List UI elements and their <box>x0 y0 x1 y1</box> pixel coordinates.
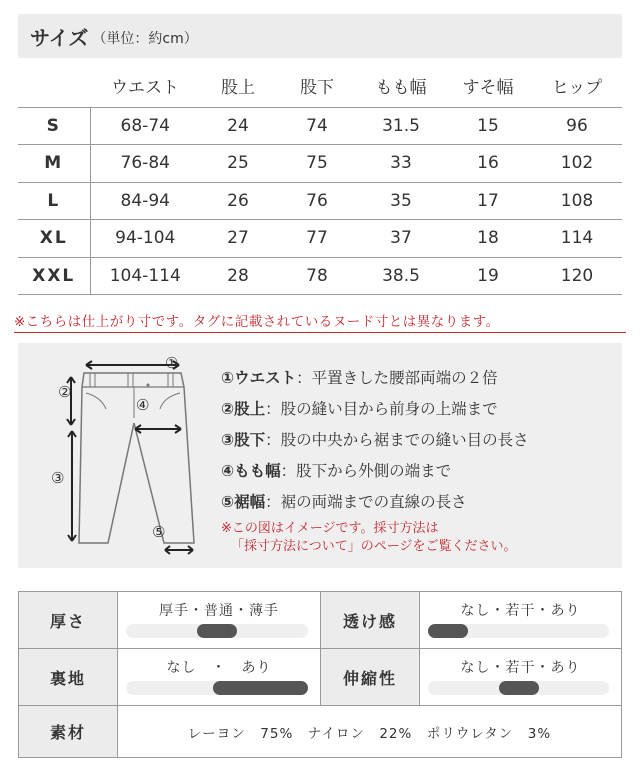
definition-number: ③ <box>221 431 235 449</box>
column-header <box>18 65 90 107</box>
definition-number: ⑤ <box>221 493 235 511</box>
table-cell: 78 <box>276 257 358 295</box>
table-cell: 35 <box>358 182 444 220</box>
attr-label-lining: 裏地 <box>19 649 118 706</box>
table-cell: 120 <box>532 257 622 295</box>
definition-term: 股下 <box>234 431 266 449</box>
table-row <box>18 145 622 183</box>
definition-term: 股上 <box>234 400 266 418</box>
measurement-definitions <box>221 363 529 556</box>
level-indicator <box>197 624 237 638</box>
column-header: 股上 <box>221 78 255 99</box>
size-table-header-row <box>18 65 622 107</box>
table-row <box>18 220 622 258</box>
level-track <box>126 624 308 638</box>
size-label: XXL <box>18 257 90 295</box>
table-cell: 74 <box>276 107 358 145</box>
level-track <box>428 624 609 638</box>
table-cell: 26 <box>200 182 276 220</box>
marker-4: ④ <box>136 396 150 414</box>
column-header: 股下 <box>300 78 334 99</box>
definition-number: ② <box>221 400 235 418</box>
attr-label-material: 素材 <box>19 706 118 758</box>
table-cell: 38.5 <box>358 257 444 295</box>
level-indicator <box>499 681 539 695</box>
fabric-attributes-table <box>18 591 622 758</box>
size-label: M <box>18 145 90 183</box>
table-cell: 27 <box>200 220 276 258</box>
size-label: S <box>18 107 90 145</box>
attr-label-transparency: 透け感 <box>321 592 420 649</box>
level-indicator <box>213 681 308 695</box>
definition-desc: ：股下から外側の端まで <box>280 462 452 480</box>
table-cell: 18 <box>444 220 532 258</box>
table-row <box>18 182 622 220</box>
marker-5: ⑤ <box>152 523 166 541</box>
column-header: ヒップ <box>551 78 603 99</box>
attr-stretch <box>420 649 622 706</box>
level-track <box>428 681 609 695</box>
attr-material-value: レーヨン 75% ナイロン 22% ポリウレタン 3% <box>118 706 622 758</box>
table-cell: 84-94 <box>90 182 200 220</box>
table-cell: 75 <box>276 145 358 183</box>
attr-thickness <box>118 592 321 649</box>
note-underline <box>14 332 626 333</box>
table-cell: 31.5 <box>358 107 444 145</box>
measurement-diagram-panel <box>18 343 622 568</box>
diagram-note-line1: ※この図はイメージです。採寸方法は <box>221 521 439 536</box>
attr-label-thickness: 厚さ <box>19 592 118 649</box>
level-track <box>126 681 308 695</box>
table-cell: 114 <box>532 220 622 258</box>
marker-2: ② <box>58 383 72 401</box>
table-cell: 17 <box>444 182 532 220</box>
attr-label-stretch: 伸縮性 <box>321 649 420 706</box>
size-label: L <box>18 182 90 220</box>
definition-inseam <box>221 425 529 456</box>
definition-term: ウエスト <box>234 369 297 387</box>
table-cell: 94-104 <box>90 220 200 258</box>
finished-size-note: ※こちらは仕上がり寸です。タグに記載されているヌード寸とは異なります。 <box>14 314 500 330</box>
table-row <box>19 706 622 758</box>
column-header: すそ幅 <box>462 78 514 99</box>
table-cell: 33 <box>358 145 444 183</box>
table-cell: 19 <box>444 257 532 295</box>
table-row <box>18 107 622 145</box>
table-cell: 96 <box>532 107 622 145</box>
definition-desc: ：股の中央から裾までの縫い目の長さ <box>265 431 529 449</box>
pants-diagram-icon <box>46 353 221 558</box>
table-cell: 77 <box>276 220 358 258</box>
table-cell: 76-84 <box>90 145 200 183</box>
level-indicator <box>428 624 468 638</box>
table-cell: 104-114 <box>90 257 200 295</box>
table-cell: 108 <box>532 182 622 220</box>
table-cell: 76 <box>276 182 358 220</box>
table-cell: 28 <box>200 257 276 295</box>
attr-options: なし・若干・あり <box>460 603 581 619</box>
definition-term: もも幅 <box>234 462 281 480</box>
definition-rise <box>221 394 529 425</box>
attr-lining <box>118 649 321 706</box>
definition-hem <box>221 487 529 518</box>
size-table <box>18 65 622 295</box>
table-row <box>18 257 622 295</box>
attr-transparency <box>420 592 622 649</box>
marker-1: ① <box>165 354 179 372</box>
table-cell: 37 <box>358 220 444 258</box>
definition-desc: ：平置きした腰部両端の２倍 <box>296 369 498 387</box>
definition-number: ① <box>221 369 235 387</box>
table-cell: 24 <box>200 107 276 145</box>
diagram-note-line2: 「採寸方法について」のページをご覧ください。 <box>231 539 517 554</box>
size-header <box>18 14 622 58</box>
column-header: ウエスト <box>111 78 179 99</box>
size-label: XL <box>18 220 90 258</box>
table-cell: 102 <box>532 145 622 183</box>
diagram-note <box>221 520 529 556</box>
attr-options: 厚手・普通・薄手 <box>159 603 279 619</box>
table-cell: 15 <box>444 107 532 145</box>
table-row <box>19 592 622 649</box>
definition-waist <box>221 363 529 394</box>
table-cell: 16 <box>444 145 532 183</box>
size-unit: （単位：約cm） <box>92 30 198 47</box>
table-cell: 68-74 <box>90 107 200 145</box>
definition-number: ④ <box>221 462 235 480</box>
size-title: サイズ <box>30 25 89 50</box>
marker-3: ③ <box>51 469 65 487</box>
column-header: もも幅 <box>375 78 427 99</box>
definition-desc: ：股の縫い目から前身の上端まで <box>265 400 498 418</box>
definition-term: 裾幅 <box>234 493 266 511</box>
definition-desc: ：裾の両端までの直線の長さ <box>265 493 467 511</box>
definition-thigh <box>221 456 529 487</box>
table-row <box>19 649 622 706</box>
table-cell: 25 <box>200 145 276 183</box>
attr-options: なし・若干・あり <box>460 660 581 676</box>
attr-options: なし ・ あり <box>166 660 272 676</box>
